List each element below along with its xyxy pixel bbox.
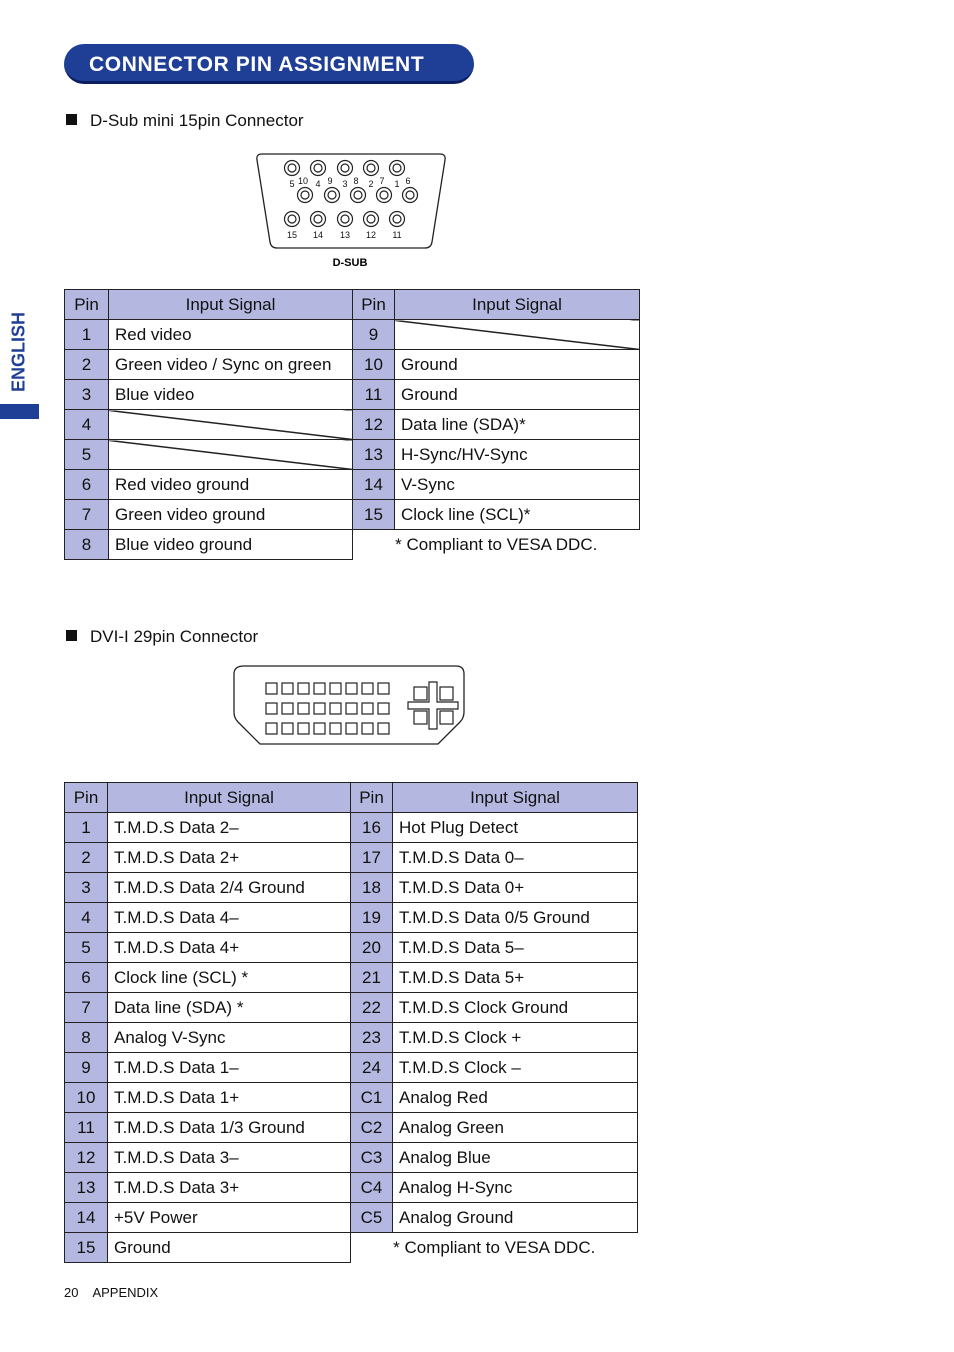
pin-hole (367, 215, 375, 223)
pin-hole (288, 215, 296, 223)
signal-name-cell: T.M.D.S Data 4– (108, 903, 351, 933)
pin-hole (406, 191, 414, 199)
table-row (65, 1113, 638, 1143)
language-tab-bar (0, 404, 39, 419)
signal-name-cell: Blue video ground (109, 530, 353, 560)
pin-slot (378, 683, 389, 694)
dvi-heading-text: DVI-I 29pin Connector (90, 627, 259, 646)
pin-number-label: 3 (342, 179, 348, 189)
pin-number-cell: 14 (353, 470, 395, 500)
pin-number-cell: 5 (65, 933, 108, 963)
pin-number-label: 4 (315, 179, 321, 189)
pin-number-label: 12 (365, 230, 377, 240)
signal-name-cell: Green video ground (109, 500, 353, 530)
table-header-row (65, 783, 638, 813)
footnote-vesa-ddc: * Compliant to VESA DDC. (393, 1237, 596, 1257)
pin-hole (380, 191, 388, 199)
signal-name-cell: T.M.D.S Data 2/4 Ground (108, 873, 351, 903)
pin-slot (298, 683, 309, 694)
signal-name-cell: T.M.D.S Data 1/3 Ground (108, 1113, 351, 1143)
pin-hole (314, 164, 322, 172)
signal-name-cell: T.M.D.S Data 3– (108, 1143, 351, 1173)
pin-number-cell: 2 (65, 350, 109, 380)
pin-slot (330, 703, 341, 714)
signal-name-cell: T.M.D.S Data 5– (393, 933, 638, 963)
pin-column-header: Pin (351, 783, 393, 813)
pin-number-cell: 13 (353, 440, 395, 470)
table-row (65, 530, 640, 560)
pin-number-label: 5 (289, 179, 295, 189)
table-row (65, 1233, 638, 1263)
page-title: CONNECTOR PIN ASSIGNMENT (89, 53, 425, 76)
table-row (65, 380, 640, 410)
table-row (65, 1053, 638, 1083)
pin-slot (346, 723, 357, 734)
pin-number-cell: 9 (65, 1053, 108, 1083)
pin-number-cell: C4 (351, 1173, 393, 1203)
table-row (65, 903, 638, 933)
signal-name-cell: T.M.D.S Clock Ground (393, 993, 638, 1023)
table-row (65, 350, 640, 380)
pin-number-cell: 3 (65, 380, 109, 410)
dvi-pin-table (64, 782, 638, 1263)
signal-name-cell: Ground (395, 380, 640, 410)
footer-section: APPENDIX (92, 1285, 159, 1300)
pin-number-cell: 14 (65, 1203, 108, 1233)
pin-slot (362, 703, 373, 714)
pin-hole (393, 164, 401, 172)
signal-name-cell: V-Sync (395, 470, 640, 500)
pin-number-cell: 23 (351, 1023, 393, 1053)
unused-signal-cell (109, 410, 353, 440)
table-row (65, 1203, 638, 1233)
pin-hole (377, 188, 392, 203)
signal-name-cell: Data line (SDA)* (395, 410, 640, 440)
signal-name-cell: T.M.D.S Data 3+ (108, 1173, 351, 1203)
page-number: 20 (64, 1285, 79, 1300)
pin-number-label: 15 (286, 230, 298, 240)
dsub-pin-table (64, 289, 640, 560)
pin-slot (378, 703, 389, 714)
pin-number-cell: 4 (65, 903, 108, 933)
table-row (65, 873, 638, 903)
pin-hole (341, 164, 349, 172)
signal-name-cell: T.M.D.S Data 4+ (108, 933, 351, 963)
signal-name-cell: T.M.D.S Data 0/5 Ground (393, 903, 638, 933)
language-tab-label: ENGLISH (8, 311, 29, 393)
pin-hole (311, 212, 326, 227)
signal-name-cell: Ground (395, 350, 640, 380)
pin-number-cell: 8 (65, 530, 109, 560)
pin-number-cell: 12 (65, 1143, 108, 1173)
pin-slot (314, 703, 325, 714)
pin-slot (362, 723, 373, 734)
pin-number-cell: 12 (353, 410, 395, 440)
signal-column-header: Input Signal (393, 783, 638, 813)
signal-name-cell: Red video ground (109, 470, 353, 500)
pin-hole (338, 212, 353, 227)
pin-number-label: 7 (379, 176, 385, 186)
pin-number-cell: 18 (351, 873, 393, 903)
dvi-heading (66, 627, 258, 647)
pin-number-cell: 8 (65, 1023, 108, 1053)
dsub-pin-numbers (287, 176, 411, 240)
signal-name-cell: Data line (SDA) * (108, 993, 351, 1023)
signal-name-cell: Clock line (SCL) * (108, 963, 351, 993)
pin-number-cell: 16 (351, 813, 393, 843)
pin-number-label: 10 (297, 176, 309, 186)
pin-hole (285, 161, 300, 176)
pin-slot (266, 703, 277, 714)
pin-hole (351, 188, 366, 203)
table-row (65, 470, 640, 500)
table-row (65, 963, 638, 993)
signal-name-cell: Red video (109, 320, 353, 350)
signal-name-cell: Hot Plug Detect (393, 813, 638, 843)
pin-slot (314, 683, 325, 694)
pin-number-cell: 21 (351, 963, 393, 993)
pin-number-cell: 9 (353, 320, 395, 350)
table-row (65, 843, 638, 873)
pin-number-label: 6 (405, 176, 411, 186)
pin-number-cell: 7 (65, 993, 108, 1023)
pin-number-cell: 5 (65, 440, 109, 470)
pin-slot (346, 683, 357, 694)
pin-hole (325, 188, 340, 203)
pin-slot (266, 683, 277, 694)
signal-name-cell: Clock line (SCL)* (395, 500, 640, 530)
pin-number-cell: 24 (351, 1053, 393, 1083)
dsub-connector-diagram (250, 148, 452, 274)
pin-number-cell: 2 (65, 843, 108, 873)
pin-number-label: 9 (327, 176, 333, 186)
unused-signal-cell (109, 440, 353, 470)
signal-name-cell: Analog Red (393, 1083, 638, 1113)
pin-number-cell: 15 (65, 1233, 108, 1263)
signal-name-cell: Ground (108, 1233, 351, 1263)
signal-name-cell: T.M.D.S Data 5+ (393, 963, 638, 993)
pin-hole (288, 164, 296, 172)
dvi-connector-diagram (230, 662, 470, 750)
signal-name-cell: Analog V-Sync (108, 1023, 351, 1053)
signal-name-cell: T.M.D.S Data 2– (108, 813, 351, 843)
pin-number-cell: 22 (351, 993, 393, 1023)
pin-hole (314, 215, 322, 223)
pin-hole (341, 215, 349, 223)
pin-slot (282, 683, 293, 694)
pin-slot (330, 683, 341, 694)
signal-name-cell: +5V Power (108, 1203, 351, 1233)
bullet-square-icon (66, 630, 77, 641)
table-row (65, 500, 640, 530)
signal-name-cell: T.M.D.S Data 0+ (393, 873, 638, 903)
pin-number-label: 8 (353, 176, 359, 186)
pin-hole (354, 191, 362, 199)
pin-number-label: 14 (312, 230, 324, 240)
pin-number-label: 13 (339, 230, 351, 240)
page-footer (64, 1285, 158, 1300)
pin-number-label: 11 (392, 230, 402, 240)
pin-number-cell: 10 (353, 350, 395, 380)
signal-name-cell: Analog Ground (393, 1203, 638, 1233)
pin-hole (311, 161, 326, 176)
signal-name-cell: T.M.D.S Clock – (393, 1053, 638, 1083)
pin-number-cell: 7 (65, 500, 109, 530)
table-header-row (65, 290, 640, 320)
unused-signal-cell (395, 320, 640, 350)
dsub-pin-holes (285, 161, 418, 227)
pin-number-cell: C1 (351, 1083, 393, 1113)
pin-hole (328, 191, 336, 199)
pin-number-cell: 15 (353, 500, 395, 530)
pin-hole (393, 215, 401, 223)
signal-name-cell: T.M.D.S Data 1+ (108, 1083, 351, 1113)
signal-name-cell: T.M.D.S Clock + (393, 1023, 638, 1053)
signal-name-cell: Blue video (109, 380, 353, 410)
pin-hole (285, 212, 300, 227)
table-row (65, 440, 640, 470)
pin-slot (266, 723, 277, 734)
pin-slot (314, 723, 325, 734)
pin-slot (346, 703, 357, 714)
pin-slot (282, 703, 293, 714)
pin-hole (364, 212, 379, 227)
pin-hole (364, 161, 379, 176)
signal-column-header: Input Signal (109, 290, 353, 320)
bullet-square-icon (66, 114, 77, 125)
pin-hole (390, 161, 405, 176)
signal-name-cell: Analog Blue (393, 1143, 638, 1173)
signal-name-cell: T.M.D.S Data 0– (393, 843, 638, 873)
dvi-analog-cross (408, 682, 458, 729)
pin-slot (282, 723, 293, 734)
footnote-vesa-ddc: * Compliant to VESA DDC. (395, 534, 598, 554)
pin-number-cell: C2 (351, 1113, 393, 1143)
pin-column-header: Pin (65, 290, 109, 320)
pin-hole (338, 161, 353, 176)
pin-slot (378, 723, 389, 734)
table-row (65, 1143, 638, 1173)
pin-number-label: 1 (394, 179, 400, 189)
pin-number-cell: 20 (351, 933, 393, 963)
table-row (65, 410, 640, 440)
pin-hole (390, 212, 405, 227)
pin-number-cell: 17 (351, 843, 393, 873)
pin-slot (298, 723, 309, 734)
dsub-diagram-label: D-SUB (332, 257, 368, 269)
table-row (65, 993, 638, 1023)
table-row (65, 813, 638, 843)
pin-hole (298, 188, 313, 203)
pin-slot (330, 723, 341, 734)
table-row (65, 933, 638, 963)
page-title-banner (64, 44, 474, 84)
pin-number-cell: 6 (65, 963, 108, 993)
pin-number-cell: 11 (353, 380, 395, 410)
pin-number-cell: C5 (351, 1203, 393, 1233)
pin-hole (367, 164, 375, 172)
signal-name-cell: T.M.D.S Data 2+ (108, 843, 351, 873)
pin-hole (403, 188, 418, 203)
dsub-heading (66, 111, 304, 131)
pin-slot (298, 703, 309, 714)
pin-column-header: Pin (65, 783, 108, 813)
pin-number-cell: 19 (351, 903, 393, 933)
pin-number-cell: 3 (65, 873, 108, 903)
signal-column-header: Input Signal (395, 290, 640, 320)
pin-number-cell: 13 (65, 1173, 108, 1203)
pin-number-cell: 1 (65, 813, 108, 843)
signal-name-cell: T.M.D.S Data 1– (108, 1053, 351, 1083)
pin-number-cell: 1 (65, 320, 109, 350)
pin-number-cell: 6 (65, 470, 109, 500)
pin-number-label: 2 (368, 179, 374, 189)
signal-column-header: Input Signal (108, 783, 351, 813)
dvi-pin-holes (266, 683, 389, 734)
pin-slot (362, 683, 373, 694)
pin-number-cell: C3 (351, 1143, 393, 1173)
pin-number-cell: 4 (65, 410, 109, 440)
signal-name-cell: H-Sync/HV-Sync (395, 440, 640, 470)
signal-name-cell: Analog Green (393, 1113, 638, 1143)
pin-hole (301, 191, 309, 199)
signal-name-cell: Analog H-Sync (393, 1173, 638, 1203)
pin-number-cell: 11 (65, 1113, 108, 1143)
table-row (65, 1083, 638, 1113)
pin-number-cell: 10 (65, 1083, 108, 1113)
signal-name-cell: Green video / Sync on green (109, 350, 353, 380)
table-row (65, 1173, 638, 1203)
table-row (65, 320, 640, 350)
table-row (65, 1023, 638, 1053)
dsub-heading-text: D-Sub mini 15pin Connector (90, 111, 304, 130)
pin-column-header: Pin (353, 290, 395, 320)
